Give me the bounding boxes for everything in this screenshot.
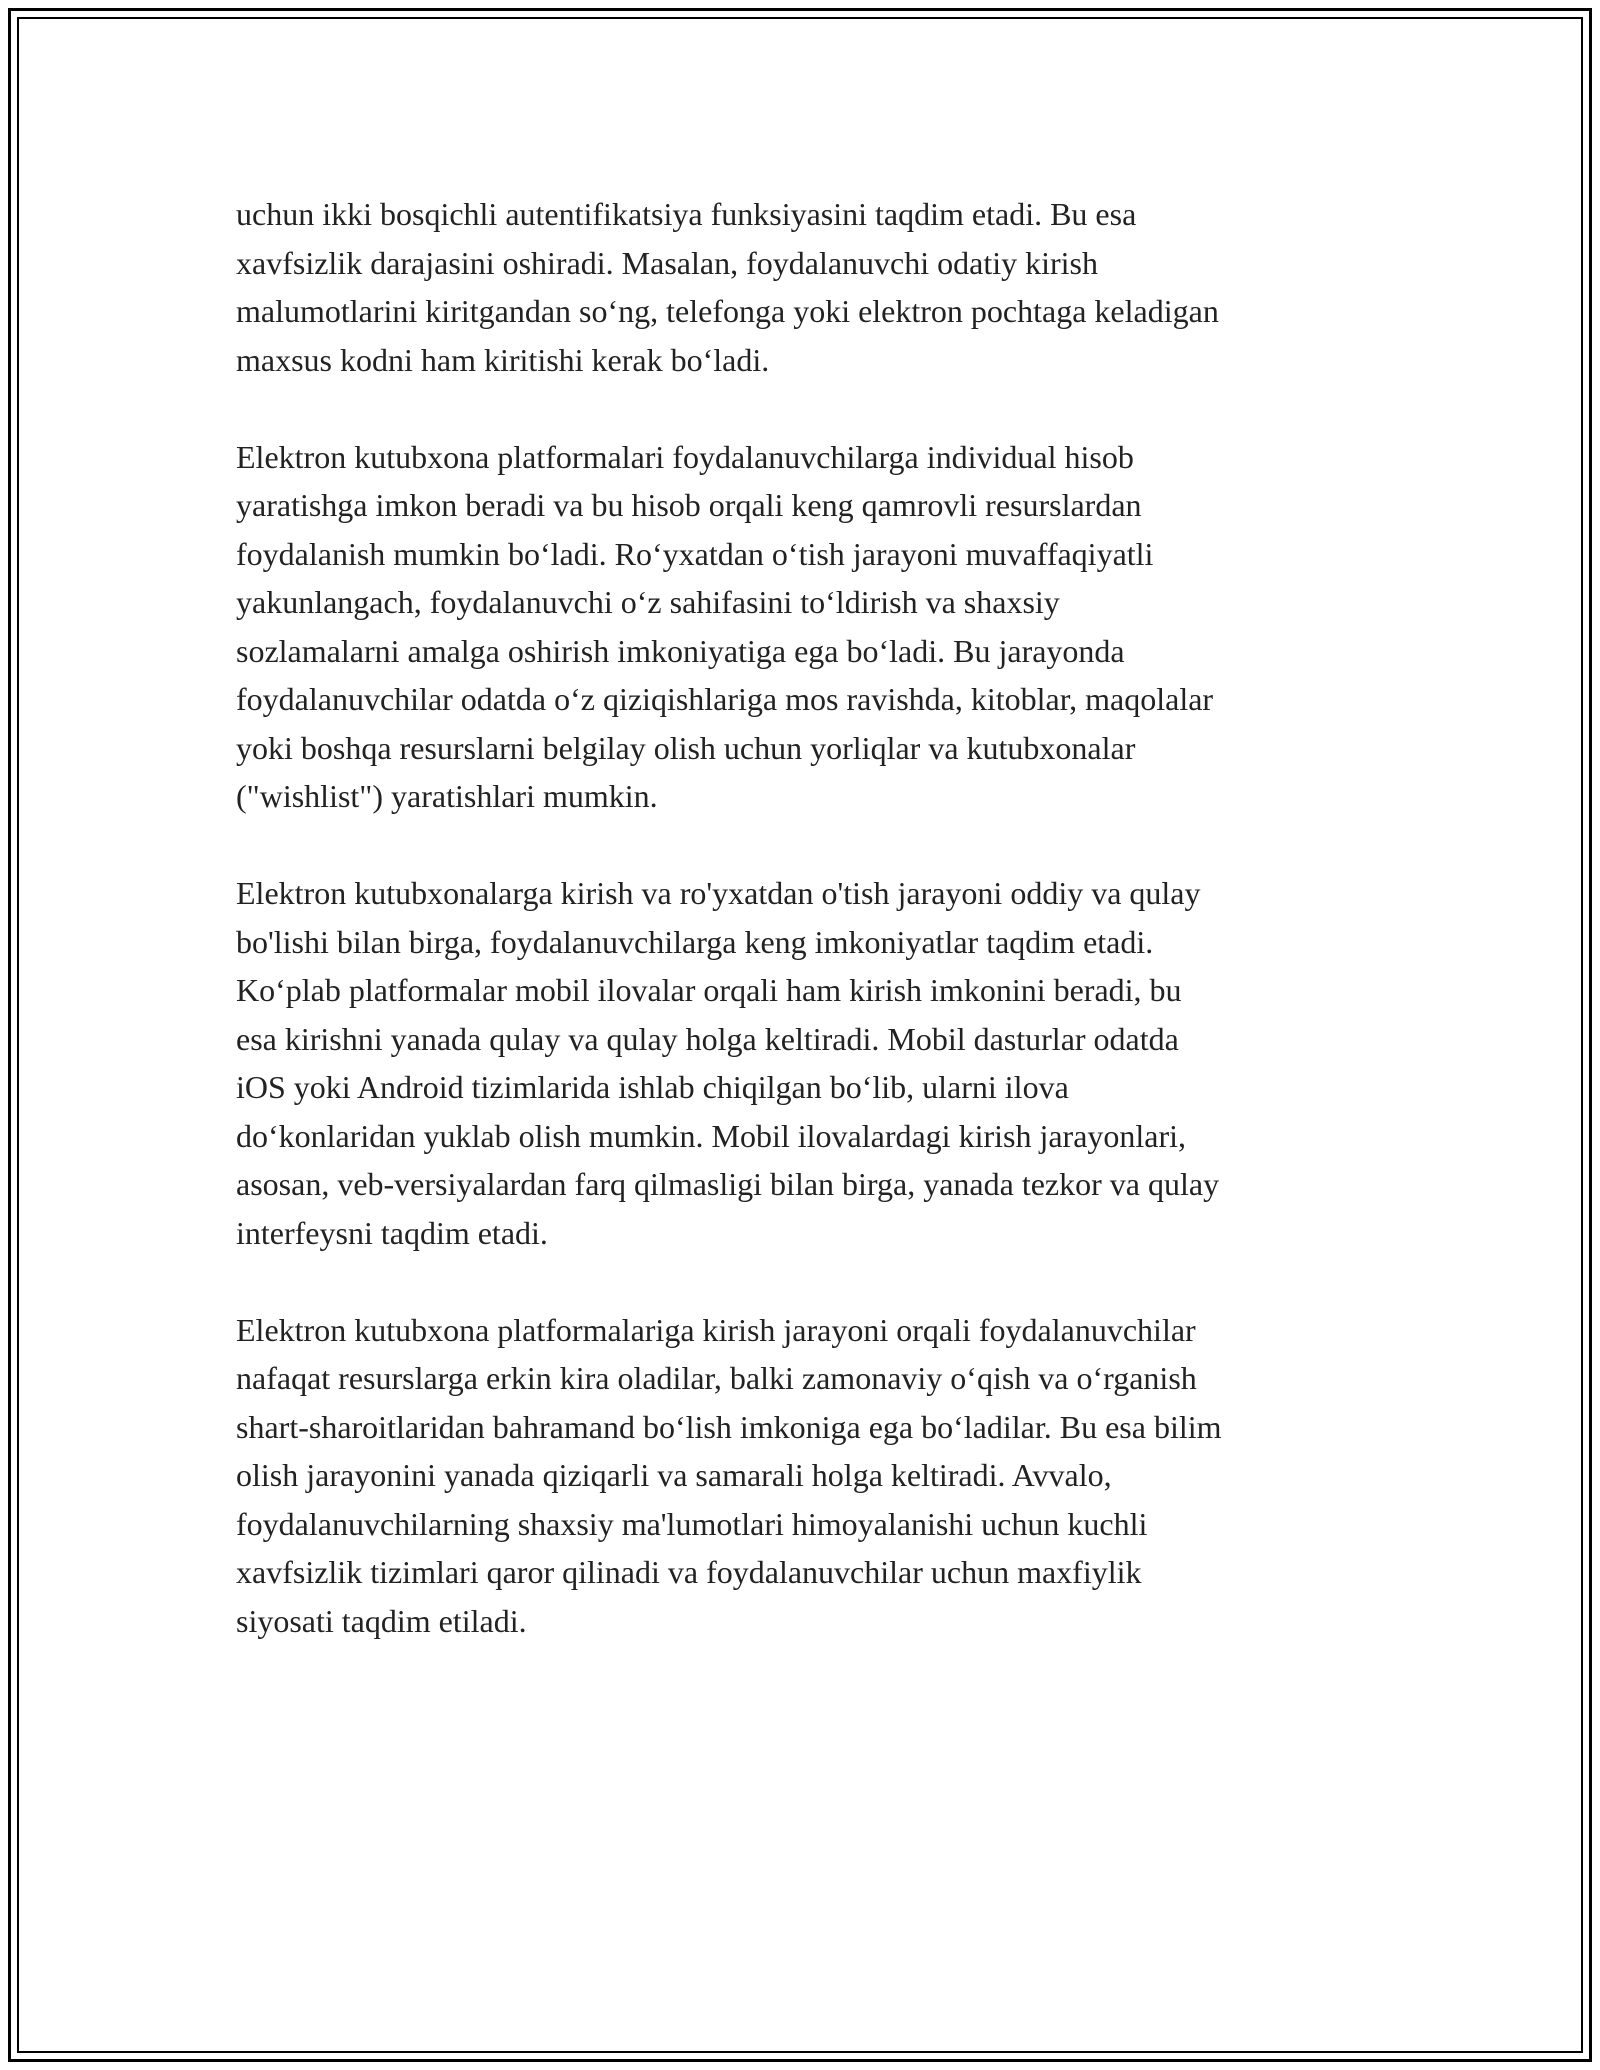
document-body <box>236 190 1376 1694</box>
paragraph-1: uchun ikki bosqichli autentifikatsiya funksiyasini taqdim etadi. Bu esa xavfsizlik darajasini oshiradi. Masalan, foydalanuvchi odatiy kirish malumotlarini kiritgandan so‘ng, telefonga yoki elektron pochtaga keladigan maxsus kodni ham kiritishi kerak bo‘ladi. <box>236 196 1219 378</box>
paragraph-4: Elektron kutubxona platformalariga kirish jarayoni orqali foydalanuvchilar nafaqat resurslarga erkin kira oladilar, balki zamonaviy o‘qish va o‘rganish shart-sharoitlaridan bahramand bo‘lish imkoniga ega bo‘ladilar. Bu esa bilim olish jarayonini yanada qiziqarli va samarali holga keltiradi. Avvalo, foydalanuvchilarning shaxsiy ma'lumotlari himoyalanishi uchun kuchli xavfsizlik tizimlari qaror qilinadi va foydalanuvchilar uchun maxfiylik siyosati taqdim etiladi. <box>236 1311 1222 1639</box>
paragraph-2: Elektron kutubxona platformalari foydalanuvchilarga individual hisob yaratishga imkon beradi va bu hisob orqali keng qamrovli resurslardan foydalanish mumkin bo‘ladi. Ro‘yxatdan o‘tish jarayoni muvaffaqiyatli yakunlangach, foydalanuvchi o‘z sahifasini to‘ldirish va shaxsiy sozlamalarni amalga oshirish imkoniyatiga ega bo‘ladi. Bu jarayonda foydalanuvchilar odatda o‘z qiziqishlariga mos ravishda, kitoblar, maqolalar yoki boshqa resurslarni belgilay olish uchun yorliqlar va kutubxonalar ("wishlist") yaratishlari mumkin. <box>236 438 1214 814</box>
paragraph-3: Elektron kutubxonalarga kirish va ro'yxatdan o'tish jarayoni oddiy va qulay bo'lishi bilan birga, foydalanuvchilarga keng imkoniyatlar taqdim etadi. Ko‘plab platformalar mobil ilovalar orqali ham kirish imkonini beradi, bu esa kirishni yanada qulay va qulay holga keltiradi. Mobil dasturlar odatda iOS yoki Android tizimlarida ishlab chiqilgan bo‘lib, ularni ilova do‘konlaridan yuklab olish mumkin. Mobil ilovalardagi kirish jarayonlari, asosan, veb-versiyalardan farq qilmasligi bilan birga, yanada tezkor va qulay interfeysni taqdim etadi. <box>236 875 1220 1251</box>
